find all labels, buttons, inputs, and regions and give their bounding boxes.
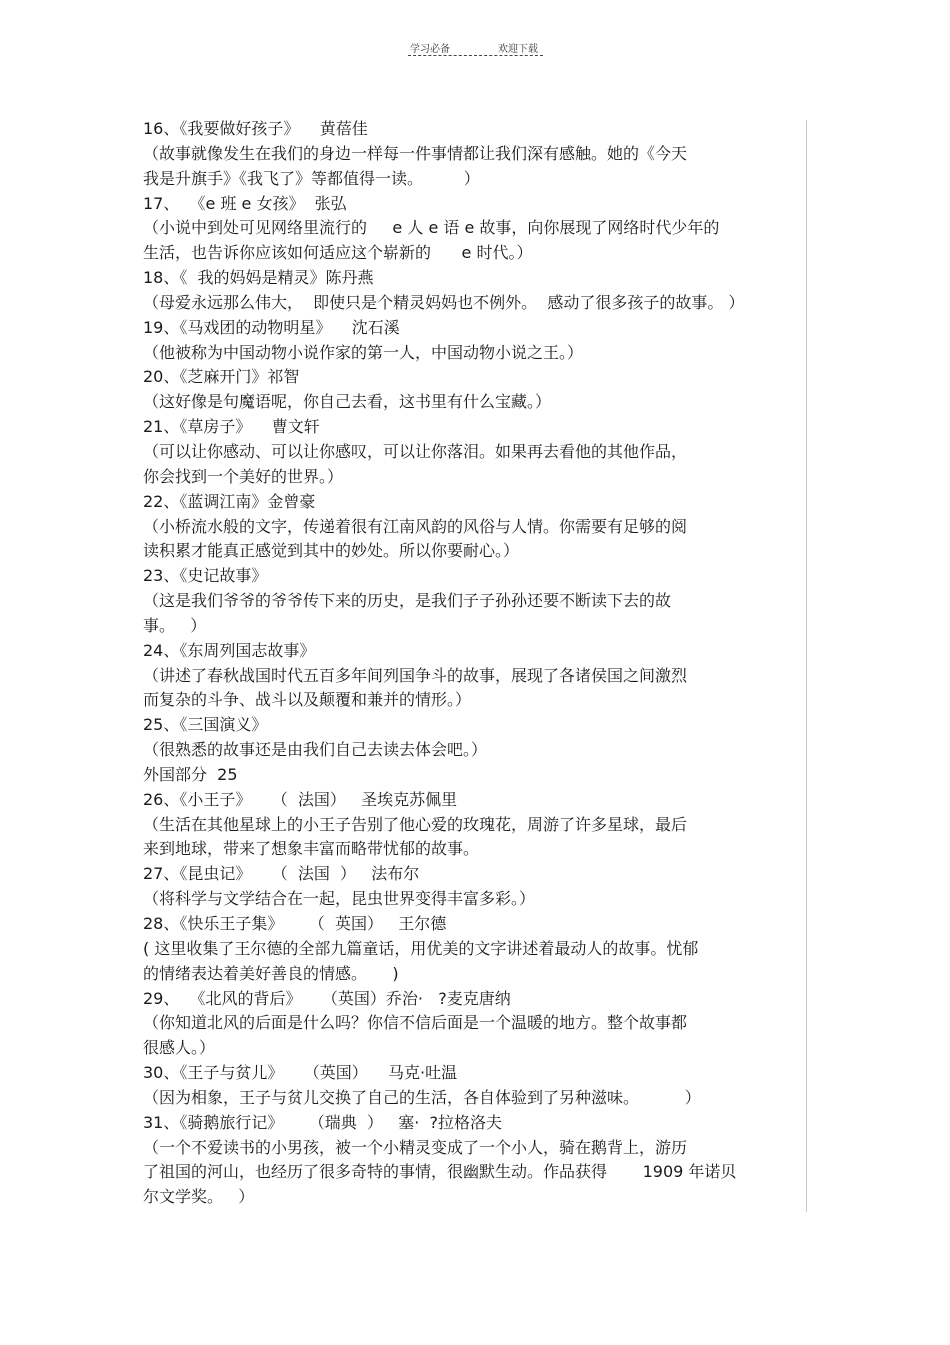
- text-line: 尔文学奖。 ）: [143, 1187, 255, 1207]
- text-line: ( 这里收集了王尔德的全部九篇童话，用优美的文字讲述着最动人的故事。忧郁: [143, 938, 699, 958]
- text-line: （这是我们爷爷的爷爷传下来的历史，是我们子子孙孙还要不断读下去的故: [143, 591, 672, 611]
- text-line: 28、《快乐王子集》 （ 英国） 王尔德: [143, 914, 447, 933]
- text-line: （讲述了春秋战国时代五百多年间列国争斗的故事，展现了各诸侯国之间激烈: [143, 665, 688, 685]
- text-line: （可以让你感动、可以让你感叹，可以让你落泪。如果再去看他的其他作品，: [143, 441, 688, 461]
- text-line: 27、《昆虫记》 （ 法国 ） 法布尔: [143, 864, 420, 884]
- text-line: 30、《王子与贫儿》 （英国） 马克·吐温: [143, 1063, 458, 1083]
- text-line: 29、 《北风的背后》 （英国）乔治· ?麦克唐纳: [143, 988, 511, 1008]
- text-line: 生活，也告诉你应该如何适应这个崭新的 e 时代。）: [143, 243, 533, 263]
- text-line: 16、《我要做好孩子》 黄蓓佳: [143, 119, 368, 138]
- text-line: （这好像是句魔语呢，你自己去看，这书里有什么宝藏。）: [143, 392, 552, 412]
- text-line: 17、 《e 班 e 女孩》 张弘: [143, 193, 347, 213]
- text-line: 18、《 我的妈妈是精灵》陈丹燕: [143, 268, 374, 288]
- text-line: 26、《小王子》 （ 法国） 圣埃克苏佩里: [143, 789, 458, 809]
- text-line: （小桥流水般的文字，传递着很有江南风韵的风俗与人情。你需要有足够的阅: [143, 516, 688, 536]
- text-line: 23、《史记故事》: [143, 566, 268, 586]
- text-line: （生活在其他星球上的小王子告别了他心爱的玫瑰花，周游了许多星球，最后: [143, 814, 688, 834]
- text-line: 你会找到一个美好的世界。）: [143, 466, 344, 486]
- text-line: （很熟悉的故事还是由我们自己去读去体会吧。）: [143, 740, 488, 760]
- text-line: 事。 ）: [143, 615, 207, 635]
- text-line: 24、《东周列国志故事》: [143, 640, 316, 660]
- text-line: 很感人。）: [143, 1038, 216, 1058]
- text-line: 而复杂的斗争、战斗以及颠覆和兼并的情形。）: [143, 690, 472, 710]
- header-divider: [408, 55, 543, 56]
- text-line: （小说中到处可见网络里流行的 e 人 e 语 e 故事，向你展现了网络时代少年的: [143, 218, 720, 238]
- text-line: （你知道北风的后面是什么吗？你信不信后面是一个温暖的地方。整个故事都: [143, 1013, 688, 1033]
- text-line: 21、《草房子》 曹文轩: [143, 417, 320, 437]
- text-line: （一个不爱读书的小男孩，被一个小精灵变成了一个小人，骑在鹅背上，游历: [143, 1137, 688, 1157]
- text-line: 了祖国的河山，也经历了很多奇特的事情，很幽默生动。作品获得 1909 年诺贝: [143, 1162, 737, 1182]
- text-line: 的情绪表达着美好善良的情感。 ): [143, 963, 399, 983]
- text-line: 19、《马戏团的动物明星》 沈石溪: [143, 317, 400, 337]
- text-line: （故事就像发生在我们的身边一样每一件事情都让我们深有感触。她的《今天: [143, 143, 688, 163]
- text-line: 31、《骑鹅旅行记》 （瑞典 ） 塞· ?拉格洛夫: [143, 1112, 502, 1132]
- text-line: （将科学与文学结合在一起，昆虫世界变得丰富多彩。）: [143, 889, 536, 909]
- header-left-text: 学习必备: [410, 44, 450, 55]
- section-heading: 外国部分 25: [143, 764, 238, 784]
- text-line: （他被称为中国动物小说作家的第一人，中国动物小说之王。）: [143, 342, 584, 362]
- text-line: 读积累才能真正感觉到其中的妙处。所以你要耐心。）: [143, 541, 520, 561]
- header-right-text: 欢迎下载: [498, 44, 538, 55]
- text-line: 22、《蓝调江南》金曾豪: [143, 491, 316, 511]
- text-line: （母爱永远那么伟大， 即使只是个精灵妈妈也不例外。 感动了很多孩子的故事。 ）: [143, 292, 745, 312]
- text-line: 我是升旗手》《我飞了》等都值得一读。 ）: [143, 168, 480, 188]
- text-line: 20、《芝麻开门》祁智: [143, 367, 300, 387]
- page-header: [408, 38, 543, 58]
- book-list-body: [143, 117, 808, 1210]
- text-line: 来到地球，带来了想象丰富而略带忧郁的故事。: [143, 839, 480, 859]
- text-line: （因为相象，王子与贫儿交换了自己的生活，各自体验到了另种滋味。 ）: [143, 1087, 701, 1107]
- text-line: 25、《三国演义》: [143, 715, 268, 735]
